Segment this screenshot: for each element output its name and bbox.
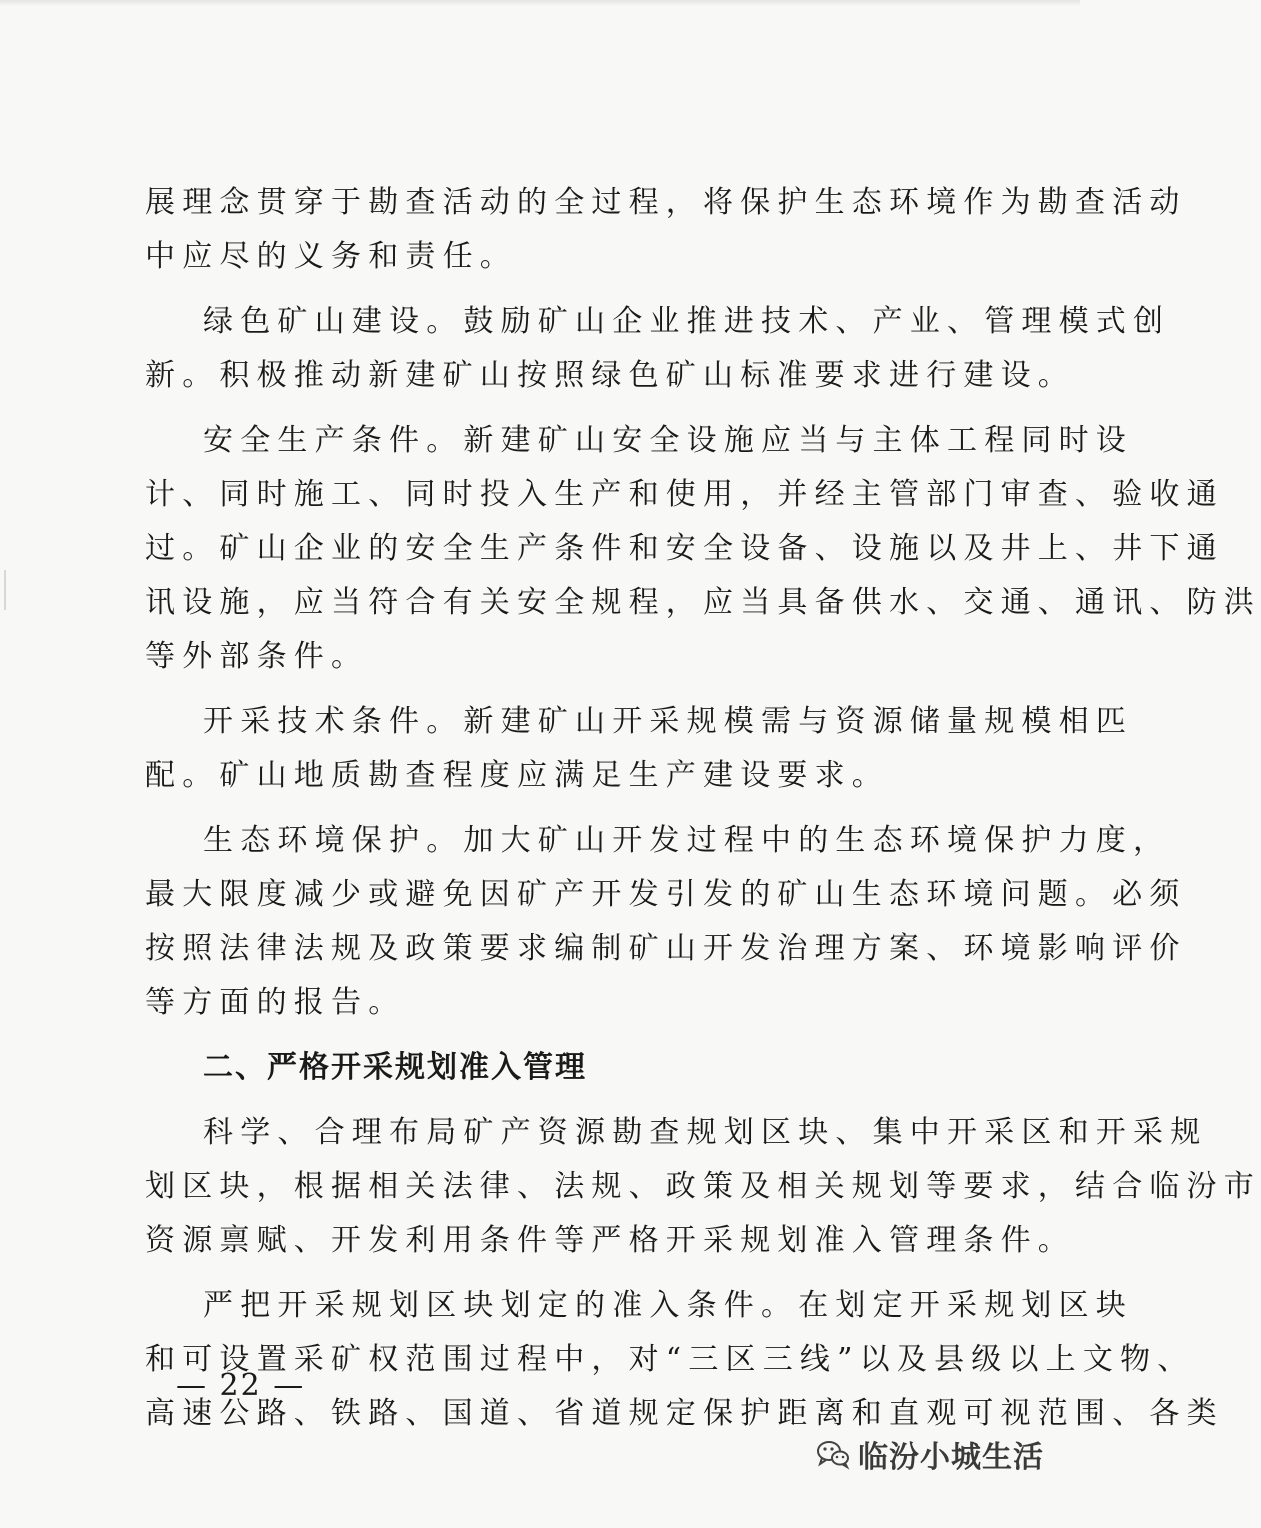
- section-heading: 二、严格开采规划准入管理: [203, 1050, 587, 1085]
- watermark-text: 临汾小城生活: [858, 1440, 1044, 1475]
- wechat-icon: [816, 1439, 850, 1469]
- text-line: 等外部条件。: [145, 639, 369, 674]
- text-line: 等方面的报告。: [145, 985, 406, 1020]
- text-line: 配。矿山地质勘查程度应满足生产建设要求。: [145, 758, 889, 793]
- text-line: 过。矿山企业的安全生产条件和安全设备、设施以及井上、井下通: [145, 531, 1224, 566]
- paragraph-start: 开采技术条件。新建矿山开采规模需与资源储量规模相匹: [203, 704, 1133, 739]
- paragraph-start: 绿色矿山建设。鼓励矿山企业推进技术、产业、管理模式创: [203, 304, 1171, 339]
- paragraph-start: 生态环境保护。加大矿山开发过程中的生态环境保护力度，: [203, 823, 1171, 858]
- text-line: 新。积极推动新建矿山按照绿色矿山标准要求进行建设。: [145, 358, 1075, 393]
- paragraph-start: 安全生产条件。新建矿山安全设施应当与主体工程同时设: [203, 423, 1133, 458]
- wechat-watermark: [816, 1432, 1044, 1476]
- paragraph-start: 科学、合理布局矿产资源勘查规划区块、集中开采区和开采规: [203, 1115, 1208, 1150]
- text-line: 划区块，根据相关法律、法规、政策及相关规划等要求，结合临汾市: [145, 1169, 1261, 1204]
- page-number: — 22 —: [176, 1368, 306, 1403]
- scan-left-mark: [4, 570, 6, 610]
- paragraph-start: 严把开采规划区块划定的准入条件。在划定开采规划区块: [203, 1288, 1133, 1323]
- text-line: 计、同时施工、同时投入生产和使用，并经主管部门审查、验收通: [145, 477, 1224, 512]
- text-line: 高速公路、铁路、国道、省道规定保护距离和直观可视范围、各类: [145, 1396, 1224, 1431]
- text-line: 讯设施，应当符合有关安全规程，应当具备供水、交通、通讯、防洪: [145, 585, 1261, 620]
- scan-top-edge: [0, 0, 1080, 6]
- text-line: 展理念贯穿于勘查活动的全过程，将保护生态环境作为勘查活动: [145, 185, 1187, 220]
- text-line: 资源禀赋、开发利用条件等严格开采规划准入管理条件。: [145, 1223, 1075, 1258]
- text-line: 最大限度减少或避免因矿产开发引发的矿山生态环境问题。必须: [145, 877, 1187, 912]
- text-line: 中应尽的义务和责任。: [145, 239, 517, 274]
- body-text: [145, 176, 1261, 1441]
- text-line: 和可设置采矿权范围过程中，对“三区三线”以及县级以上文物、: [145, 1342, 1195, 1377]
- text-line: 按照法律法规及政策要求编制矿山开发治理方案、环境影响评价: [145, 931, 1187, 966]
